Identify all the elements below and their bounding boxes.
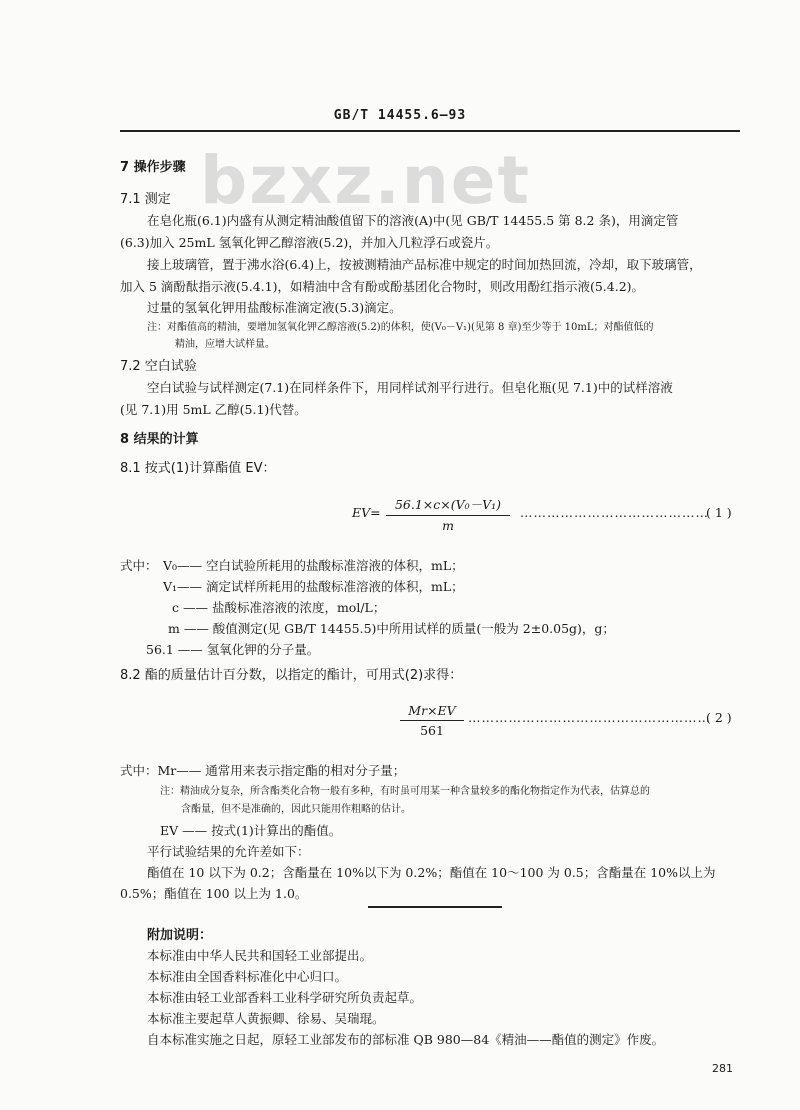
appendix-line-4: 本标准主要起草人黄振卿、徐易、吴瑞琨。	[147, 1011, 385, 1026]
formula-2-denominator: 561	[420, 723, 444, 738]
where-ev: EV —— 按式(1)计算出的酯值。	[160, 823, 342, 838]
paragraph-7-2-line-2: (见 7.1)用 5mL 乙醇(5.1)代替。	[120, 402, 307, 417]
appendix-line-5: 自本标准实施之日起，原轻工业部发布的部标准 QB 980—84《精油——酯值的测定》作废。	[147, 1032, 665, 1047]
where-v1: V₁—— 滴定试样所耗用的盐酸标准溶液的体积，mL；	[163, 579, 464, 594]
header-rule	[120, 130, 740, 132]
appendix-title: 附加说明：	[147, 928, 213, 943]
appendix-rule	[368, 906, 502, 908]
section-8-title: 8 结果的计算	[120, 432, 199, 447]
note-8-2-line-2: 含酯量，但不是准确的，因此只能用作粗略的估计。	[181, 804, 411, 815]
appendix-line-2: 本标准由全国香料标准化中心归口。	[147, 969, 348, 984]
paragraph-7-1-line-5: 过量的氢氧化钾用盐酸标准滴定液(5.3)滴定。	[147, 300, 402, 315]
appendix-line-1: 本标准由中华人民共和国轻工业部提出。	[147, 948, 373, 963]
formula-1-lhs: EV=	[352, 505, 381, 520]
formula-2-fraction	[400, 703, 464, 738]
tolerance-title: 平行试验结果的允许差如下：	[147, 844, 310, 859]
tolerance-line-2: 0.5%；酯值在 100 以上为 1.0。	[120, 886, 308, 901]
section-7-1-title: 7.1 测定	[120, 192, 171, 207]
formula-1-denominator: m	[442, 518, 454, 533]
where-v0: V₀—— 空白试验所耗用的盐酸标准溶液的体积，mL；	[163, 558, 464, 573]
where-c: c —— 盐酸标准溶液的浓度，mol/L；	[172, 600, 386, 615]
paragraph-7-1-line-2: (6.3)加入 25mL 氢氧化钾乙醇溶液(5.2)，并加入几粒浮石或瓷片。	[120, 235, 499, 250]
formula-1-fraction	[386, 495, 510, 533]
note-8-2-line-1: 注：精油成分复杂，所含酯类化合物一般有多种，有时虽可用某一种含量较多的酯化物指定作为代表，估算总的	[160, 786, 650, 797]
paragraph-7-1-line-3: 接上玻璃管，置于沸水浴(6.4)上，按被测精油产品标准中规定的时间加热回流，冷却，取下玻璃管，	[147, 257, 702, 272]
watermark: bzxz.net	[200, 142, 532, 219]
appendix-line-3: 本标准由轻工业部香料工业科学研究所负责起草。	[147, 990, 423, 1005]
where-56-1: 56.1 —— 氢氧化钾的分子量。	[146, 642, 320, 657]
tolerance-line-1: 酯值在 10 以下为 0.2；含酯量在 10%以下为 0.2%；酯值在 10～100 为 0.5；含酯量在 10%以上为	[147, 865, 716, 880]
paragraph-7-1-line-4: 加入 5 滴酚酞指示液(5.4.1)，如精油中含有酚或酚基团化合物时，则改用酚红指示液(5.4.2)。	[120, 279, 645, 294]
formula-2-number: ( 2 )	[706, 710, 732, 725]
formula-1-number: ( 1 )	[706, 505, 732, 520]
where-m: m —— 酸值测定(见 GB/T 14455.5)中所用试样的质量(一般为 2±0.05g)，g；	[168, 621, 615, 636]
section-8-1-title: 8.1 按式(1)计算酯值 EV：	[120, 461, 276, 476]
paragraph-7-1-line-1: 在皂化瓶(6.1)内盛有从测定精油酸值留下的溶液(A)中(见 GB/T 14455.5 第 8.2 条)，用滴定管	[147, 213, 679, 228]
formula-2-numerator: Mr×EV	[400, 703, 464, 721]
formula-2-leader: ………………………………………………	[468, 710, 711, 725]
where-mr: 式中：Mr—— 通常用来表示指定酯的相对分子量；	[120, 763, 406, 778]
page-header: GB/T 14455.6—93	[333, 108, 467, 123]
section-8-2-title: 8.2 酯的质量估计百分数，以指定的酯计，可用式(2)求得：	[120, 668, 463, 683]
formula-1-leader: ……………………………………	[520, 505, 709, 520]
note-7-1-line-2: 精油，应增大试样量。	[175, 339, 275, 350]
section-7-2-title: 7.2 空白试验	[120, 359, 197, 374]
page-number: 281	[712, 1062, 733, 1075]
where-label: 式中：	[120, 558, 158, 573]
formula-1-numerator: 56.1×c×(V₀－V₁)	[386, 495, 510, 516]
section-7-title: 7 操作步骤	[120, 160, 186, 175]
paragraph-7-2-line-1: 空白试验与试样测定(7.1)在同样条件下，用同样试剂平行进行。但皂化瓶(见 7.1)中的试样溶液	[147, 380, 673, 395]
note-7-1-line-1: 注：对酯值高的精油，要增加氢氧化钾乙醇溶液(5.2)的体积，使(V₀－V₁)(见第 8 章)至少等于 10mL；对酯值低的	[147, 322, 654, 333]
